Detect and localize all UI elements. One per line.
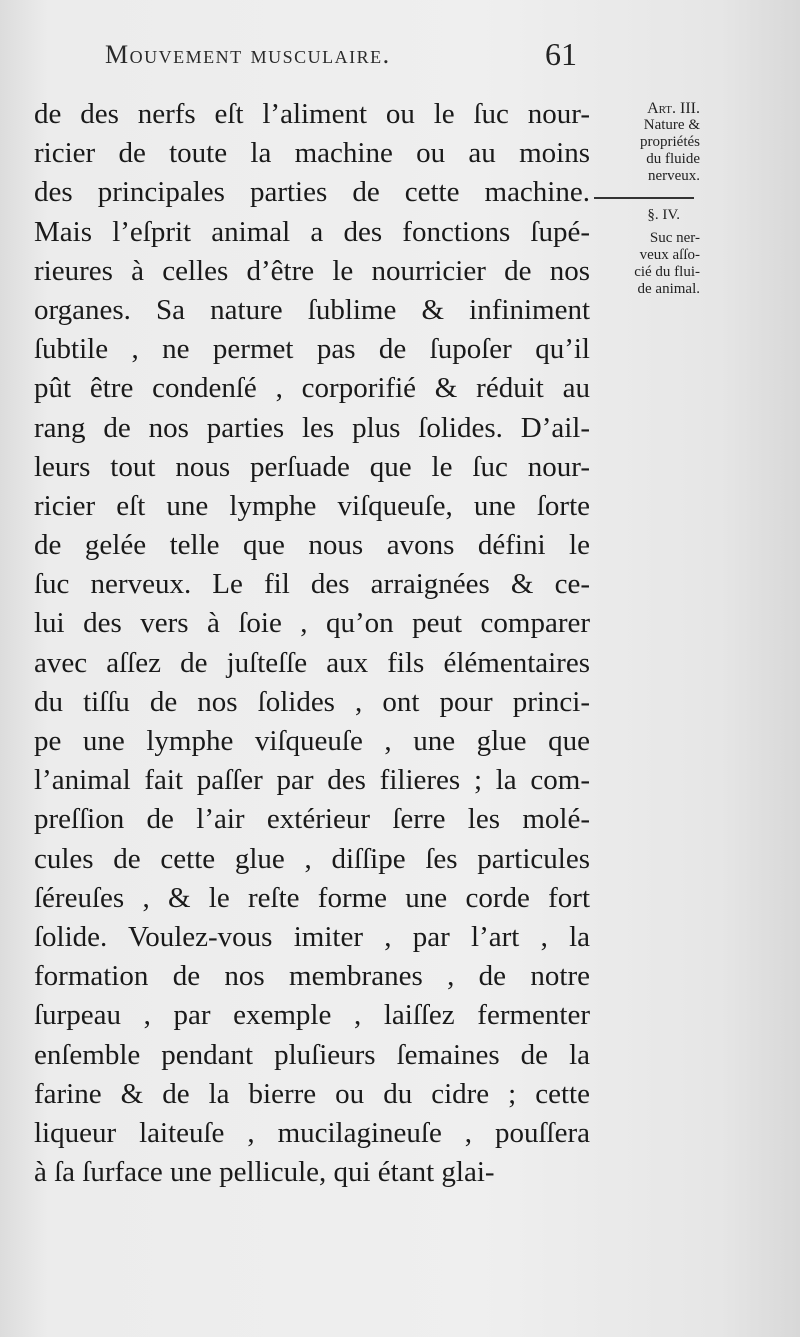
margin-notes <box>590 100 700 298</box>
page-number: 61 <box>545 36 577 72</box>
margin-note-line: veux aſſo- <box>639 247 700 263</box>
page-header <box>0 36 800 80</box>
text-line: rieures à celles d’être le nourricier de nos <box>34 254 590 287</box>
margin-note-line: propriétés <box>640 134 700 150</box>
text-line: ſurpeau , par exemple , laiſſez fermenter <box>34 999 590 1032</box>
margin-note-line: Suc ner- <box>649 230 700 246</box>
margin-note-line: nerveux. <box>647 168 700 184</box>
text-line: cules de cette glue , diſſipe ſes particules <box>34 842 590 875</box>
text-line: à ſa ſurface une pellicule, qui étant glai- <box>34 1156 495 1189</box>
article-label: Art. III. <box>647 100 700 117</box>
margin-note-line: de animal. <box>637 281 700 297</box>
margin-note-article <box>590 100 700 185</box>
text-line: ſolide. Voulez-vous imiter , par l’art , la <box>34 920 590 953</box>
body-text <box>34 95 590 1192</box>
text-line: de gelée telle que nous avons défini le <box>34 529 590 562</box>
text-line: farine & de la bierre ou du cidre ; cette <box>34 1077 590 1110</box>
text-line: pe une lymphe viſqueuſe , une glue que <box>34 725 590 757</box>
text-line: formation de nos membranes , de notre <box>34 960 590 993</box>
text-line: ricier de toute la machine ou au moins <box>34 137 590 170</box>
text-line: des principales parties de cette machine. <box>34 176 590 209</box>
text-line: de des nerfs eſt l’aliment ou le ſuc nour- <box>34 98 590 130</box>
text-line: leurs tout nous perſuade que le ſuc nour- <box>34 450 590 483</box>
margin-rule <box>594 197 694 199</box>
text-line: ricier eſt une lymphe viſqueuſe, une ſorte <box>34 489 590 522</box>
text-line: pût être condenſé , corporifié & réduit au <box>34 372 590 405</box>
text-line: liqueur laiteuſe , mucilagineuſe , pouſſera <box>34 1116 590 1149</box>
text-line: enſemble pendant pluſieurs ſemaines de la <box>34 1038 590 1071</box>
text-line: rang de nos parties les plus ſolides. D’ail- <box>34 411 590 444</box>
text-line: avec aſſez de juſteſſe aux fils élémentaires <box>34 646 590 679</box>
margin-note-line: cié du flui- <box>634 264 700 280</box>
text-line: du tiſſu de nos ſolides , ont pour princi- <box>34 685 590 718</box>
text-line: lui des vers à ſoie , qu’on peut comparer <box>34 607 590 640</box>
text-line: Mais l’eſprit animal a des fonctions ſupé- <box>34 215 590 248</box>
text-line: l’animal fait paſſer par des filieres ; la com- <box>34 764 590 797</box>
margin-note-line: du fluide <box>646 151 700 167</box>
text-line: organes. Sa nature ſublime & infiniment <box>34 293 590 326</box>
section-label: §. IV. <box>647 207 680 223</box>
text-line: ſubtile , ne permet pas de ſupoſer qu’il <box>34 333 590 366</box>
running-head: Mouvement musculaire. <box>105 40 391 69</box>
text-line: ſuc nerveux. Le fil des arraignées & ce- <box>34 568 590 601</box>
margin-note-line: Nature & <box>643 117 700 133</box>
text-line: ſéreuſes , & le reſte forme une corde fort <box>34 881 590 914</box>
margin-note-section <box>590 230 700 298</box>
text-line: preſſion de l’air extérieur ſerre les molé- <box>34 803 590 836</box>
